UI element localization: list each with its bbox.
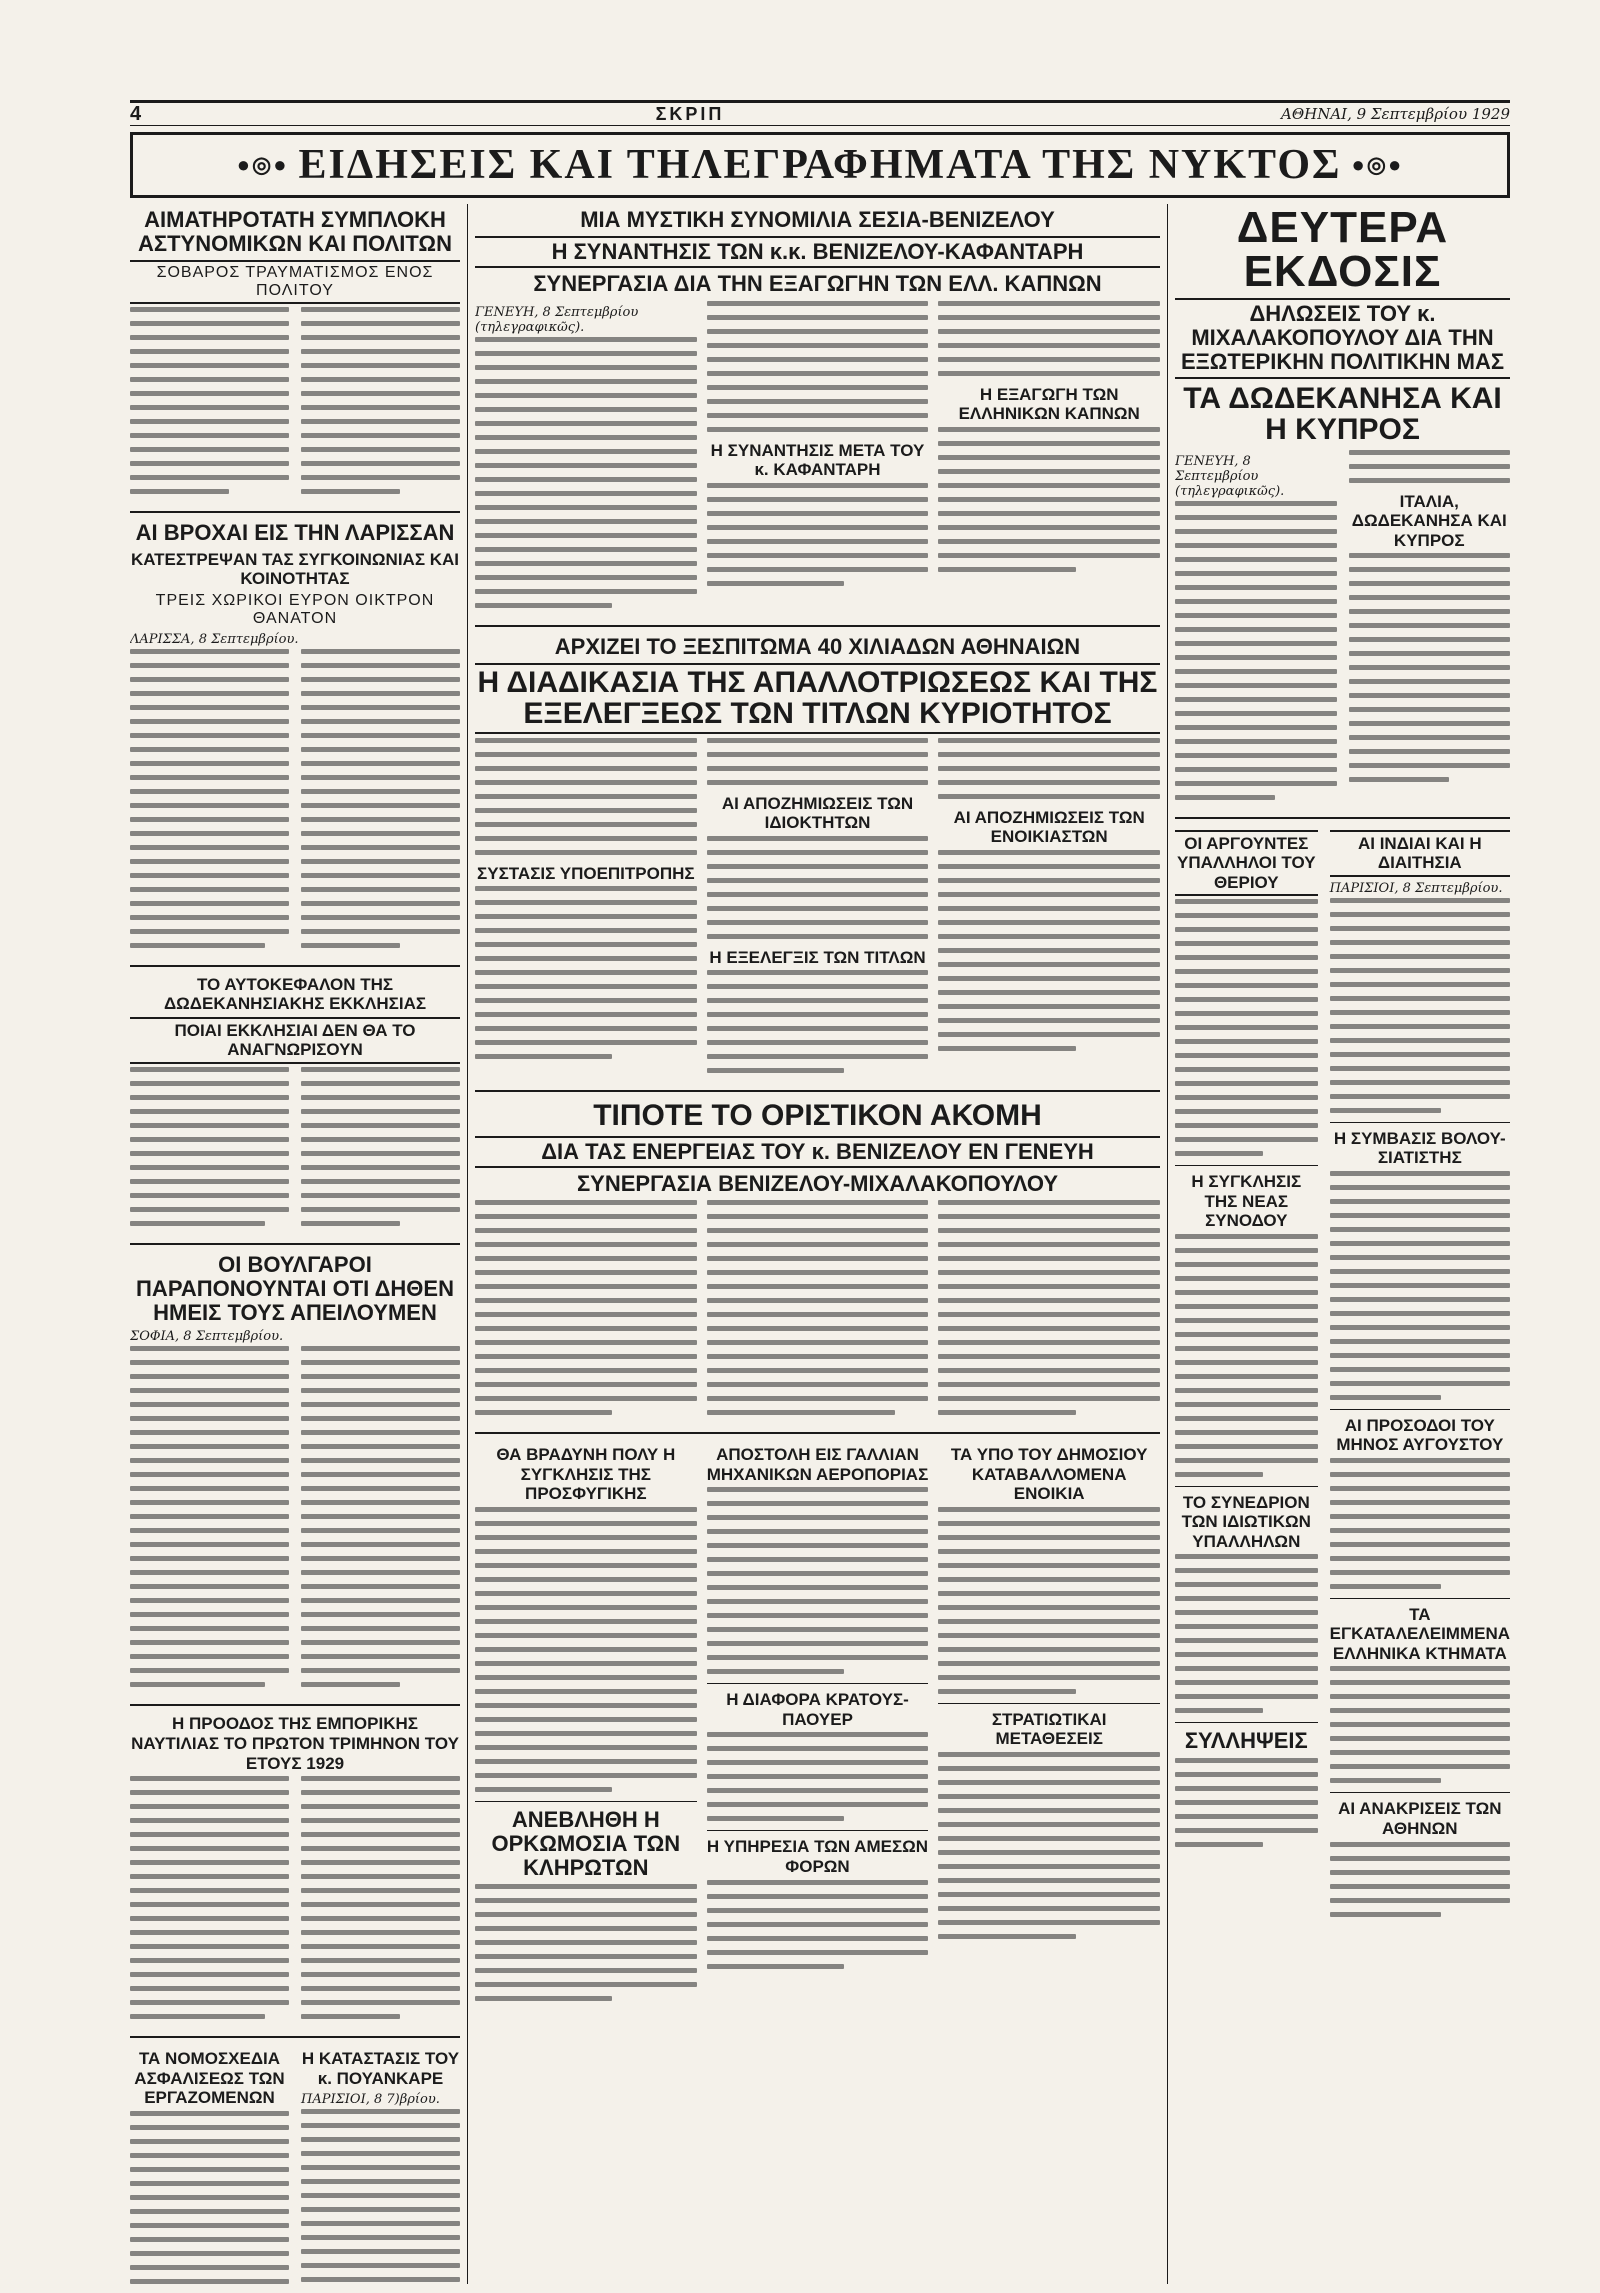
edition-title: ΔΕΥΤΕΡΑ ΕΚΔΟΣΙΣ [1236, 204, 1449, 296]
headline: ΤΑ ΥΠΟ ΤΟΥ ΔΗΜΟΣΙΟΥ ΚΑΤΑΒΑΛΛΟΜΕΝΑ ΕΝΟΙΚΙΑ [950, 1445, 1148, 1504]
headline: ΤΑ ΕΓΚΑΤΑΛΕΛΕΙΜΜΕΝΑ ΕΛΛΗΝΙΚΑ ΚΤΗΜΑΤΑ [1329, 1604, 1510, 1663]
headline: ΤΙΠΟΤΕ ΤΟ ΟΡΙΣΤΙΚΟΝ ΑΚΟΜΗ [593, 1099, 1042, 1133]
article-body [301, 307, 460, 503]
headline-2: Η ΔΙΑΔΙΚΑΣΙΑ ΤΗΣ ΑΠΑΛΛΟΤΡΙΩΣΕΩΣ ΚΑΙ ΤΗΣ ΕΞΕΛΕΓΞΕΩΣ ΤΩΝ ΤΙΤΛΩΝ ΚΥΡΙΟΤΗΤΟΣ [475, 663, 1160, 734]
article-insurance-bills [130, 2046, 289, 2284]
headline: Η ΚΑΤΑΣΤΑΣΙΣ ΤΟΥ κ. ΠΟΥΑΝΚΑΡΕ [301, 2049, 460, 2088]
article-body [707, 738, 929, 1083]
article-body [475, 301, 697, 617]
article-body [1330, 1458, 1510, 1589]
article-body [707, 301, 929, 617]
headline: Η ΠΡΟΟΔΟΣ ΤΗΣ ΕΜΠΟΡΙΚΗΣ ΝΑΥΤΙΛΙΑΣ ΤΟ ΠΡΩΤΟΝ ΤΡΙΜΗΝΟΝ ΤΟΥ ΕΤΟΥΣ 1929 [131, 1714, 459, 1773]
headline: ΑΙ ΠΡΟΣΟΔΟΙ ΤΟΥ ΜΗΝΟΣ ΑΥΓΟΥΣΤΟΥ [1336, 1415, 1504, 1455]
article-poincare [301, 2046, 460, 2284]
article-body [130, 649, 289, 957]
page-number: 4 [130, 102, 142, 125]
article-body [1330, 1171, 1510, 1400]
article-abandoned-estates [1330, 1605, 1510, 1784]
article-body [707, 1200, 929, 1424]
headline: ΟΙ ΑΡΓΟΥΝΤΕΣ ΥΠΑΛΛΗΛΟΙ ΤΟΥ ΘΕΡΙΟΥ [1175, 830, 1318, 897]
dateline: ΓΕΝΕΥΗ, 8 Σεπτεμβρίου (τηλεγραφικῶς). [475, 304, 639, 335]
article-body [475, 1200, 697, 1424]
headline: ΜΙΑ ΜΥΣΤΙΚΗ ΣΥΝΟΜΙΛΙΑ ΣΕΣΙΑ-ΒΕΝΙΖΕΛΟΥ [580, 207, 1055, 232]
dateline: ΣΟΦΙΑ, 8 Σεπτεμβρίου. [130, 1329, 284, 1345]
dateline: ΠΑΡΙΣΙΟΙ, 8 7)βρίου. [301, 2092, 440, 2108]
headline: ΣΤΡΑΤΙΩΤΙΚΑΙ ΜΕΤΑΘΕΣΕΙΣ [991, 1709, 1107, 1749]
masthead-strip [130, 100, 1510, 126]
article-evictions [475, 635, 1160, 1083]
column-center-left [475, 1442, 697, 2010]
article-body [301, 1776, 460, 2028]
article-power-dispute [707, 1690, 929, 1821]
headline-3: ΣΥΝΕΡΓΑΣΙΑ ΒΕΝΙΖΕΛΟΥ-ΜΙΧΑΛΑΚΟΠΟΥΛΟΥ [576, 1171, 1059, 1197]
article-body [130, 1776, 289, 2028]
section-subheading: ΙΤΑΛΙΑ, ΔΩΔΕΚΑΝΗΣΑ ΚΑΙ ΚΥΠΡΟΣ [1351, 491, 1507, 550]
headline: ΤΟ ΑΥΤΟΚΕΦΑΛΟΝ ΤΗΣ ΔΩΔΕΚΑΝΗΣΙΑΚΗΣ ΕΚΚΛΗΣΙΑΣ [163, 974, 427, 1014]
column-center [475, 204, 1160, 2284]
article-railway-contract [1330, 1129, 1510, 1400]
article-body [1349, 450, 1511, 809]
ornament-icon: ●◎● [236, 152, 289, 177]
article-body [1330, 1666, 1510, 1783]
banner-title: ΕΙΔΗΣΕΙΣ ΚΑΙ ΤΗΛΕΓΡΑΦΗΜΑΤΑ ΤΗΣ ΝΥΚΤΟΣ [298, 142, 1342, 188]
headline: ΔΗΛΩΣΕΙΣ ΤΟΥ κ. ΜΙΧΑΛΑΚΟΠΟΥΛΟΥ ΔΙΑ ΤΗΝ ΕΞΩΤΕΡΙΚΗΝ ΠΟΛΙΤΙΚΗΝ ΜΑΣ [1175, 298, 1510, 379]
article-august-revenues [1330, 1416, 1510, 1589]
article-military-transfers [938, 1710, 1160, 1939]
article-body [130, 1346, 289, 1696]
ornament-icon: ●◎● [1351, 152, 1404, 177]
article-body [938, 1507, 1160, 1694]
dateline: ΓΕΝΕΥΗ, 8 Σεπτεμβρίου (τηλεγραφικῶς). [1175, 453, 1285, 499]
headline-2: Η ΣΥΝΑΝΤΗΣΙΣ ΤΩΝ κ.κ. ΒΕΝΙΖΕΛΟΥ-ΚΑΦΑΝΤΑΡΗ [475, 236, 1160, 268]
column-center-right [938, 1442, 1160, 2010]
article-body [1175, 1758, 1318, 1847]
headline-2: ΚΑΤΕΣΤΡΕΨΑΝ ΤΑΣ ΣΥΓΚΟΙΝΩΝΙΑΣ ΚΑΙ ΚΟΙΝΟΤΗΤΑΣ [130, 549, 460, 589]
section-subheading: Η ΕΞΑΓΩΓΗ ΤΩΝ ΕΛΛΗΝΙΚΩΝ ΚΑΠΝΩΝ [958, 384, 1140, 424]
section-subheading: Η ΕΞΕΛΕΓΞΙΣ ΤΩΝ ΤΙΤΛΩΝ [709, 947, 926, 967]
article-body [938, 1200, 1160, 1424]
article-body [1175, 450, 1337, 809]
article-body [707, 1880, 929, 1969]
article-body [475, 1884, 697, 2001]
section-subheading: ΣΥΣΤΑΣΙΣ ΥΠΟΕΠΙΤΡΟΠΗΣ [477, 863, 695, 883]
dateline: ΠΑΡΙΣΙΟΙ, 8 Σεπτεμβρίου. [1329, 880, 1503, 896]
article-body [475, 1507, 697, 1792]
article-body [938, 738, 1160, 1083]
column-right [1175, 204, 1510, 2284]
article-bulgarians [130, 1253, 460, 1697]
article-body [1330, 1842, 1510, 1917]
newspaper-page [130, 100, 1510, 2284]
paper-name: ΣΚΡΙΠ [655, 103, 725, 124]
article-idle-employees [1175, 830, 1318, 1157]
headline: ΑΙ ΑΝΑΚΡΙΣΕΙΣ ΤΩΝ ΑΘΗΝΩΝ [1338, 1799, 1502, 1839]
column-left [130, 204, 460, 2284]
column-rule [467, 204, 468, 2284]
article-body [707, 1487, 929, 1674]
headline: ΤΟ ΣΥΝΕΔΡΙΟΝ ΤΩΝ ΙΔΙΩΤΙΚΩΝ ΥΠΑΛΛΗΛΩΝ [1181, 1492, 1311, 1551]
section-subheading: ΑΙ ΑΠΟΖΗΜΙΩΣΕΙΣ ΤΩΝ ΙΔΙΟΚΤΗΤΩΝ [721, 793, 914, 833]
article-bloody-clash [130, 208, 460, 503]
dateline: ΛΑΡΙΣΣΑ, 8 Σεπτεμβρίου. [130, 631, 299, 647]
section-subheading: ΑΙ ΑΠΟΖΗΜΙΩΣΕΙΣ ΤΩΝ ΕΝΟΙΚΙΑΣΤΩΝ [953, 807, 1145, 847]
column-center-mid [707, 1442, 929, 2010]
headline: Η ΔΙΑΦΟΡΑ ΚΡΑΤΟΥΣ-ΠΑΟΥΕΡ [726, 1690, 909, 1729]
article-body [1175, 899, 1318, 1156]
article-aviation-engineers [707, 1445, 929, 1674]
column-rule [1167, 204, 1168, 2284]
article-body [301, 1067, 460, 1235]
headline-2: ΤΑ ΔΩΔΕΚΑΝΗΣΑ ΚΑΙ Η ΚΥΠΡΟΣ [1183, 381, 1502, 447]
column-right-left [1175, 827, 1318, 1926]
article-body [1175, 1234, 1318, 1477]
subheadline: ΣΟΒΑΡΟΣ ΤΡΑΥΜΑΤΙΣΜΟΣ ΕΝΟΣ ΠΟΛΙΤΟΥ [130, 260, 460, 304]
headline: ΑΠΟΣΤΟΛΗ ΕΙΣ ΓΑΛΛΙΑΝ ΜΗΧΑΝΙΚΩΝ ΑΕΡΟΠΟΡΙΑΣ [706, 1445, 929, 1484]
article-private-employees-congress [1175, 1493, 1318, 1714]
article-body [938, 301, 1160, 617]
article-body [301, 1346, 460, 1696]
article-dodecanese-church [130, 975, 460, 1235]
article-larissa-rains [130, 521, 460, 956]
article-body [1175, 1554, 1318, 1713]
article-second-edition [1175, 206, 1510, 809]
headline: ΟΙ ΒΟΥΛΓΑΡΟΙ ΠΑΡΑΠΟΝΟΥΝΤΑΙ ΟΤΙ ΔΗΘΕΝ ΗΜΕΙΣ ΤΟΥΣ ΑΠΕΙΛΟΥΜΕΝ [136, 1251, 454, 1326]
article-body [130, 1067, 289, 1235]
headline: ΑΙ ΒΡΟΧΑΙ ΕΙΣ ΤΗΝ ΛΑΡΙΣΣΑΝ [135, 520, 455, 546]
article-state-rents [938, 1445, 1160, 1694]
article-secret-meeting [475, 208, 1160, 617]
subheadline: ΠΟΙΑΙ ΕΚΚΛΗΣΙΑΙ ΔΕΝ ΘΑ ΤΟ ΑΝΑΓΝΩΡΙΣΟΥΝ [130, 1017, 460, 1064]
headline: ΤΑ ΝΟΜΟΣΧΕΔΙΑ ΑΣΦΑΛΙΣΕΩΣ ΤΩΝ ΕΡΓΑΖΟΜΕΝΩΝ [134, 2049, 285, 2108]
headline-2: ΔΙΑ ΤΑΣ ΕΝΕΡΓΕΙΑΣ ΤΟΥ κ. ΒΕΝΙΖΕΛΟΥ ΕΝ ΓΕΝΕΥΗ [475, 1136, 1160, 1168]
headline: ΑΙΜΑΤΗΡΟΤΑΤΗ ΣΥΜΠΛΟΚΗ ΑΣΤΥΝΟΜΙΚΩΝ ΚΑΙ ΠΟΛΙΤΩΝ [138, 207, 452, 257]
headline: Η ΥΠΗΡΕΣΙΑ ΤΩΝ ΑΜΕΣΩΝ ΦΟΡΩΝ [706, 1837, 929, 1876]
headline: ΑΙ ΙΝΔΙΑΙ ΚΑΙ Η ΔΙΑΙΤΗΣΙΑ [1330, 830, 1510, 877]
issue-date: ΑΘΗΝΑΙ, 9 Σεπτεμβρίου 1929 [1280, 105, 1510, 123]
article-body [130, 307, 289, 503]
article-direct-taxes [707, 1837, 929, 1968]
article-body [475, 738, 697, 1083]
article-body [1330, 898, 1510, 1113]
article-body [130, 2111, 289, 2284]
article-athens-inquiries [1330, 1799, 1510, 1916]
article-merchant-navy [130, 1714, 460, 2028]
headline: Η ΣΥΜΒΑΣΙΣ ΒΟΛΟΥ-ΣΙΑΤΙΣΤΗΣ [1333, 1128, 1506, 1168]
headline: ΑΝΕΒΛΗΘΗ Η ΟΡΚΩΜΟΣΙΑ ΤΩΝ ΚΛΗΡΩΤΩΝ [491, 1806, 681, 1881]
article-body [938, 1752, 1160, 1939]
headline: Η ΣΥΓΚΛΗΣΙΣ ΤΗΣ ΝΕΑΣ ΣΥΝΟΔΟΥ [1191, 1172, 1302, 1231]
article-venizelos-geneva [475, 1100, 1160, 1424]
subheadline: ΤΡΕΙΣ ΧΩΡΙΚΟΙ ΕΥΡΟΝ ΟΙΚΤΡΟΝ ΘΑΝΑΤΟΝ [155, 591, 435, 627]
headline: ΘΑ ΒΡΑΔΥΝΗ ΠΟΛΥ Η ΣΥΓΚΛΗΣΙΣ ΤΗΣ ΠΡΟΣΦΥΓΙΚΗΣ [496, 1445, 676, 1504]
article-refugee-assembly [475, 1445, 697, 1792]
column-right-right [1330, 827, 1510, 1926]
article-clerks-oath [475, 1808, 697, 2002]
headline: ΣΥΛΛΗΨΕΙΣ [1184, 1728, 1308, 1754]
section-banner [130, 132, 1510, 198]
section-subheading: Η ΣΥΝΑΝΤΗΣΙΣ ΜΕΤΑ ΤΟΥ κ. ΚΑΦΑΝΤΑΡΗ [710, 440, 925, 480]
article-body [301, 649, 460, 957]
article-body [707, 1732, 929, 1821]
article-body [301, 2109, 460, 2284]
article-new-synod [1175, 1172, 1318, 1477]
headline-3: ΣΥΝΕΡΓΑΣΙΑ ΔΙΑ ΤΗΝ ΕΞΑΓΩΓΗΝ ΤΩΝ ΕΛΛ. ΚΑΠΝΩΝ [533, 271, 1102, 297]
article-arrests [1175, 1729, 1318, 1846]
headline: ΑΡΧΙΖΕΙ ΤΟ ΞΕΣΠΙΤΩΜΑ 40 ΧΙΛΙΑΔΩΝ ΑΘΗΝΑΙΩΝ [554, 633, 1081, 659]
article-india-arbitration [1330, 830, 1510, 1113]
columns [130, 204, 1510, 2284]
